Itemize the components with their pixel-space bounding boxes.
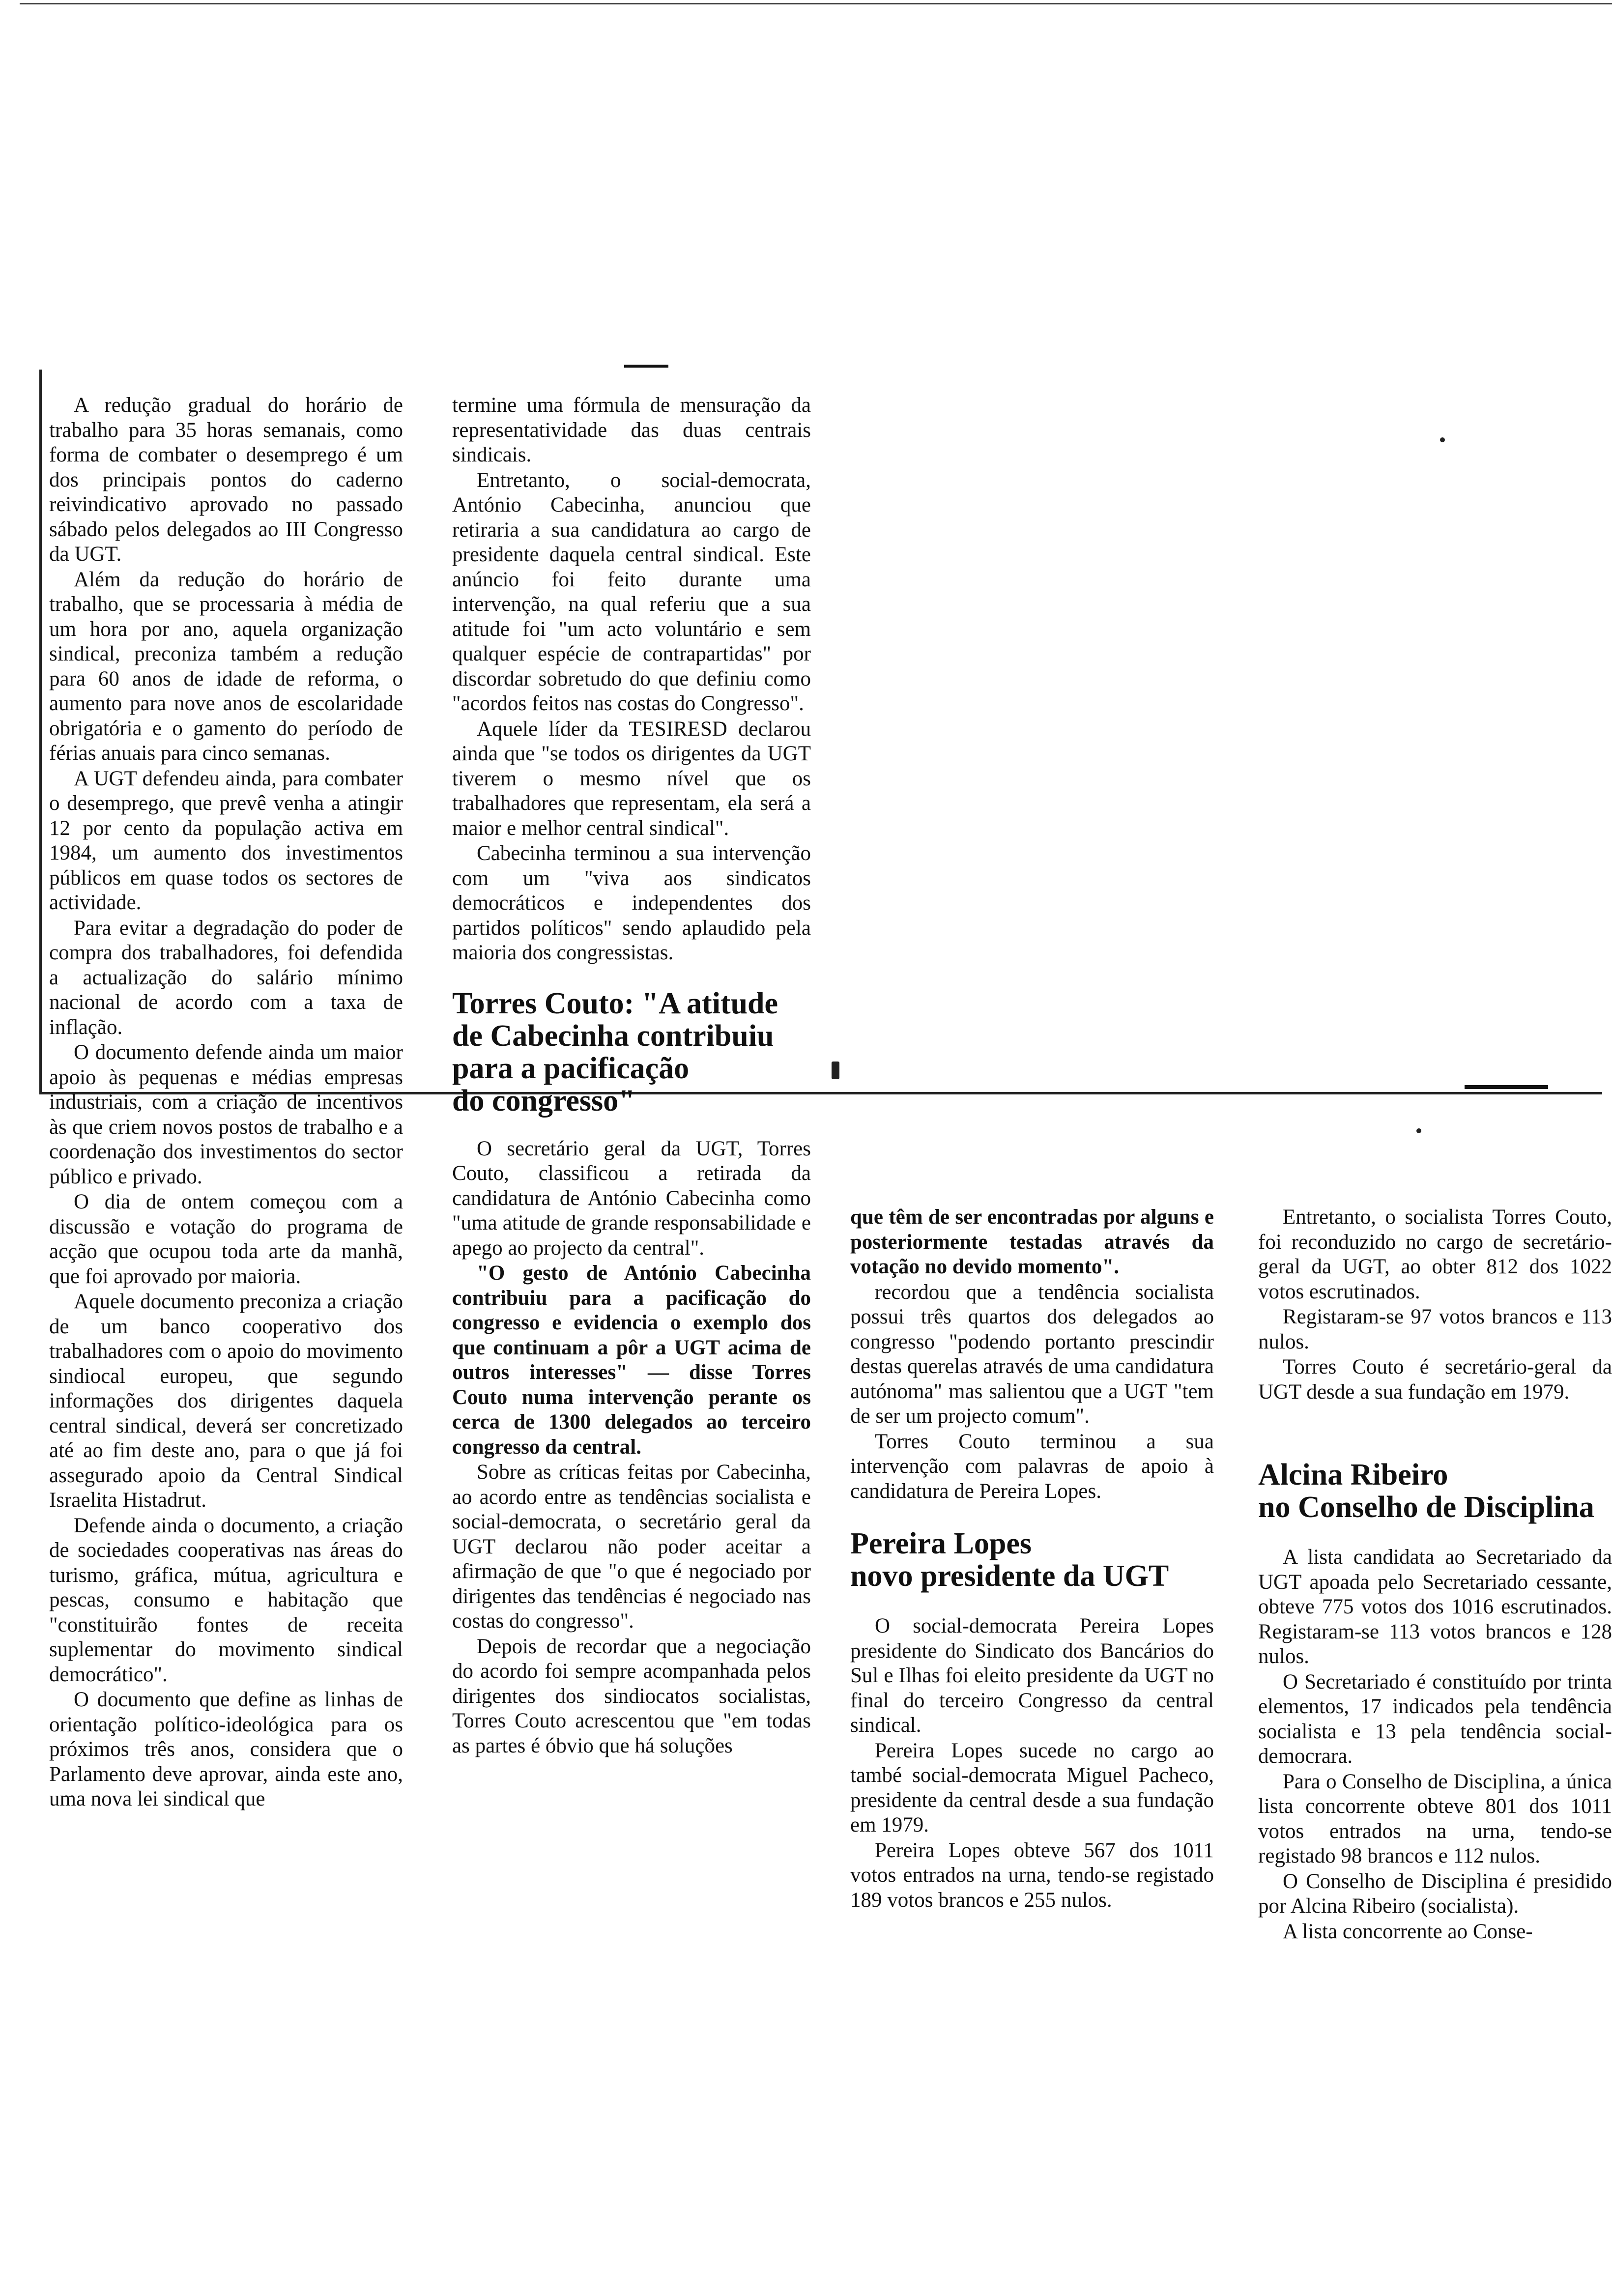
paragraph: O documento defende ainda um maior apoio às pequenas e médias empresas industriais, com a criação de incentivos às que criem novos postos de trabalho e a coordenação dos investimentos do sector público e privado. — [49, 1041, 403, 1188]
article-column-3 — [850, 1205, 1214, 1913]
scan-speck — [1416, 1128, 1421, 1133]
paragraph: O secretário geral da UGT, Torres Couto, classificou a retirada da candidatura de António Cabecinha como "uma atitude de grande responsabilidade e apego ao projecto da central". — [452, 1137, 811, 1260]
paragraph: A lista concorrente ao Conse- — [1283, 1920, 1533, 1943]
paragraph: Entretanto, o socialista Torres Couto, foi reconduzido no cargo de secretário-geral da UGT, ao obter 812 dos 1022 votos escrutinados. — [1258, 1205, 1612, 1303]
paragraph: Cabecinha terminou a sua intervenção com um "viva aos sindicatos democráticos e independentes dos partidos políticos" sendo aplaudido pela maioria dos congressistas. — [452, 842, 811, 964]
paragraph: Pereira Lopes sucede no cargo ao també social-democrata Miguel Pacheco, presidente da central desde a sua fundação em 1979. — [850, 1739, 1214, 1837]
subheading-pereira-lopes: Pereira Lopes novo presidente da UGT — [850, 1527, 1169, 1593]
paragraph: Para o Conselho de Disciplina, a única lista concorrente obteve 801 dos 1011 votos entrados na urna, tendo-se registado 98 brancos e 112 nulos. — [1258, 1770, 1612, 1867]
paragraph: Torres Couto é secretário-geral da UGT desde a sua fundação em 1979. — [1258, 1355, 1612, 1404]
clipping-left-border — [39, 370, 42, 1093]
paragraph: "O gesto de António Cabecinha contribuiu para a pacificação do congresso e evidencia o exemplo dos que continuam a pôr a UGT acima de outros interesses" — disse Torres Couto numa intervenção perante os cerca de 1300 delegados ao terceiro congresso da central. — [452, 1262, 811, 1459]
paragraph: Sobre as críticas feitas por Cabecinha, ao acordo entre as tendências socialista e social-democrata, o secretário geral da UGT declarou não poder aceitar a afirmação de que "o que é negociado por dirigentes das tendências é negociado nas costas do congresso". — [452, 1461, 811, 1633]
paragraph: Para evitar a degradação do poder de compra dos trabalhadores, foi defendida a actualização do salário mínimo nacional de acordo com a taxa de inflação. — [49, 916, 403, 1039]
paragraph: termine uma fórmula de mensuração da representatividade das duas centrais sindicais. — [452, 394, 811, 466]
paragraph: Aquele documento preconiza a criação de um banco cooperativo dos trabalhadores com o apoio do movimento sindiocal europeu, que segundo informações dos dirigentes daquela central sindical, deverá ser concretizado até ao fim deste ano, para o que já foi assegurado apoio da Central Sindical Israelita Histadrut. — [49, 1290, 403, 1512]
paragraph: O social-democrata Pereira Lopes presidente do Sindicato dos Bancários do Sul e Ilhas foi eleito presidente da UGT no final do terceiro Congresso da central sindical. — [850, 1614, 1214, 1737]
paragraph: O Secretariado é constituído por trinta elementos, 17 indicados pela tendência socialista e 13 pela tendência social-democrara. — [1258, 1670, 1612, 1768]
subheading-torres-couto: Torres Couto: "A atitude de Cabecinha contribuiu para a pacificação do congresso" — [452, 986, 778, 1118]
paragraph: Além da redução do horário de trabalho, que se processaria à média de um hora por ano, aquela organização sindical, preconiza também a redução para 60 anos de idade de reforma, o aumento para nove anos de escolaridade obrigatória e o gamento do período de férias anuais para cinco semanas. — [49, 568, 403, 765]
paragraph: Depois de recordar que a negociação do acordo foi sempre acompanhada pelos dirigentes dos sindiocatos socialistas, Torres Couto acrescentou que "em todas as partes é óbvio que há soluções — [452, 1635, 811, 1757]
paragraph: Registaram-se 97 votos brancos e 113 nulos. — [1258, 1305, 1612, 1353]
paragraph: Pereira Lopes obteve 567 dos 1011 votos entrados na urna, tendo-se registado 189 votos brancos e 255 nulos. — [850, 1838, 1214, 1912]
paragraph: A lista candidata ao Secretariado da UGT apoada pelo Secretariado cessante, obteve 775 votos dos 1016 escrutinados. Registaram-se 113 votos brancos e 128 nulos. — [1258, 1546, 1612, 1668]
paragraph: O documento que define as linhas de orientação político-ideológica para os próximos três anos, considera que o Parlamento deve aprovar, ainda este ano, uma nova lei sindical que — [49, 1688, 403, 1810]
page-top-rule — [20, 3, 1612, 4]
paragraph: A UGT defendeu ainda, para combater o desemprego, que prevê venha a atingir 12 por cento da população activa em 1984, um aumento dos investimentos públicos em quase todos os sectores de actividade. — [49, 767, 403, 914]
column-top-dash — [624, 365, 668, 368]
subheading-alcina-ribeiro: Alcina Ribeiro no Conselho de Disciplina — [1258, 1458, 1594, 1524]
paragraph: O dia de ontem começou com a discussão e votação do programa de acção que ocupou toda arte da manhã, que foi aprovado por maioria. — [49, 1190, 403, 1288]
paragraph: que têm de ser encontradas por alguns e posteriormente testadas através da votação no devido momento". — [850, 1205, 1214, 1278]
paragraph: Entretanto, o social-democrata, António Cabecinha, anunciou que retiraria a sua candidatura ao cargo de presidente daquela central sindical. Este anúncio foi feito durante uma intervenção, na qual referiu que a sua atitude foi "um acto voluntário e sem qualquer espécie de contrapartidas" por discordar sobretudo do que definiu como "acordos feitos nas costas do Congresso". — [452, 468, 811, 715]
paragraph: recordou que a tendência socialista possui três quartos dos delegados ao congresso "podendo portanto prescindir destas querelas através de uma candidatura autónoma" mas salientou que a UGT "tem de ser um projecto comum". — [850, 1280, 1214, 1428]
column-end-rule — [1465, 1085, 1548, 1089]
article-column-1 — [49, 393, 403, 1812]
scan-speck — [832, 1062, 839, 1079]
paragraph: A redução gradual do horário de trabalho para 35 horas semanais, como forma de combater o desemprego é um dos principais pontos do caderno reivindicativo aprovado no passado sábado pelos delegados ao III Congresso da UGT. — [49, 394, 403, 566]
article-column-4 — [1258, 1205, 1612, 1944]
paragraph: Torres Couto terminou a sua intervenção com palavras de apoio à candidatura de Pereira Lopes. — [850, 1430, 1214, 1503]
paragraph: Aquele líder da TESIRESD declarou ainda que "se todos os dirigentes da UGT tiverem o mesmo nível que os trabalhadores que representam, ela será a maior e melhor central sindical". — [452, 717, 811, 840]
paragraph: O Conselho de Disciplina é presidido por Alcina Ribeiro (socialista). — [1258, 1869, 1612, 1918]
article-column-2 — [452, 393, 811, 1758]
scan-speck — [1440, 437, 1445, 442]
paragraph: Defende ainda o documento, a criação de sociedades cooperativas nas áreas do turismo, gráfica, mútua, agricultura e pescas, consumo e habitação que "constituirão fontes de receita suplementar do movimento sindical democrático". — [49, 1514, 403, 1686]
